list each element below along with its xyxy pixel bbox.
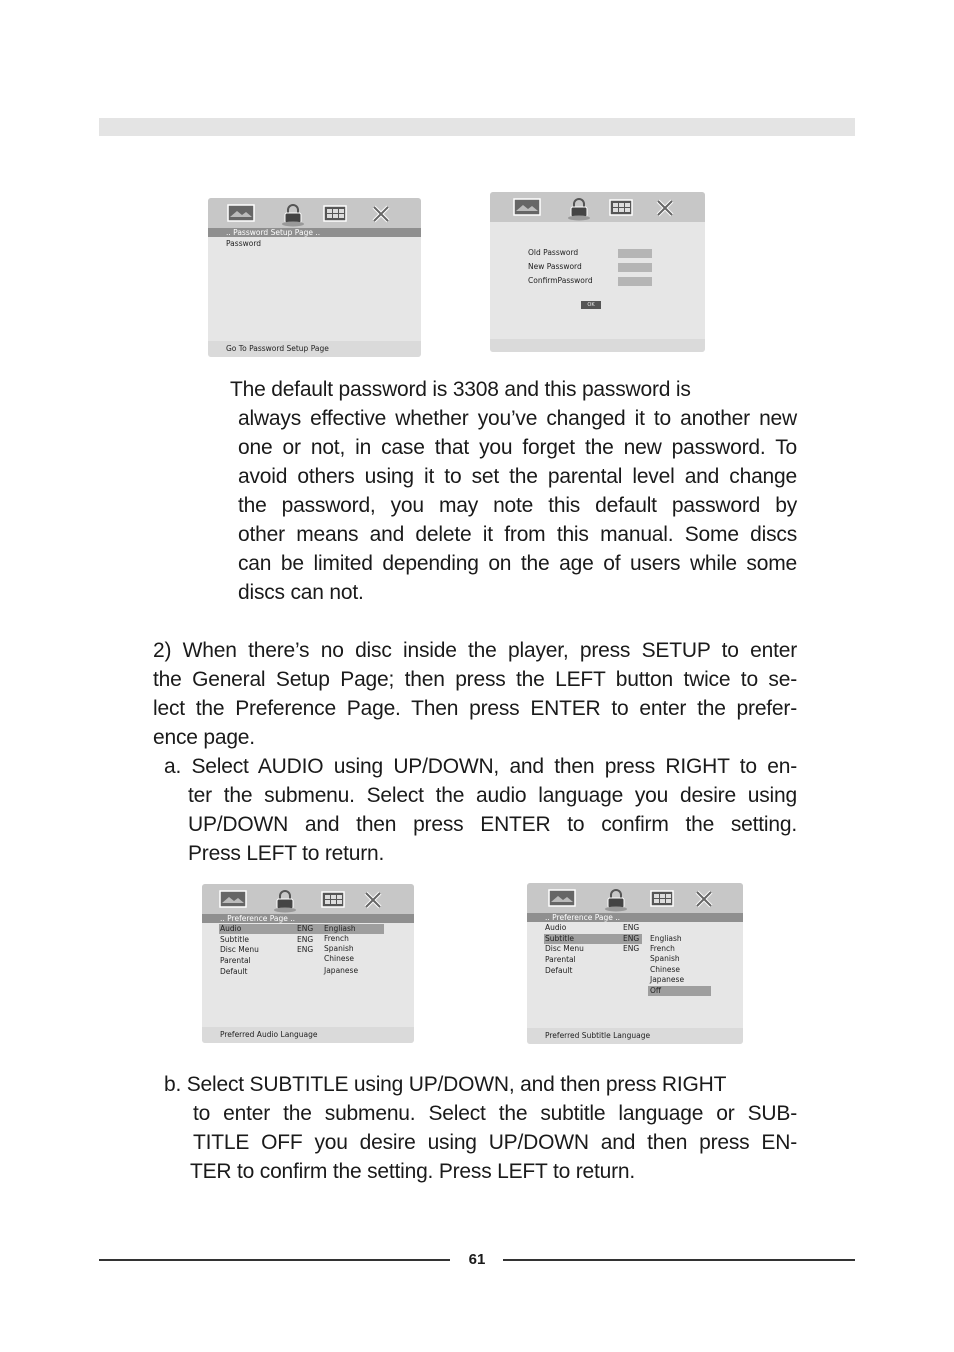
osd-menu-item-password: Password [226,239,262,248]
header-band [99,118,855,136]
confirm-password-field[interactable] [618,277,652,286]
grid-icon [322,203,348,225]
osd-title: .. Password Setup Page .. [208,228,421,237]
note-line-3: one or not, in case that you forget the new password. To [238,436,797,459]
osd-icon-bar [202,884,414,914]
preference-audio-screen [202,884,414,1043]
menu-row-parental[interactable]: Parental [545,955,576,964]
menu-row-subtitle[interactable]: Subtitle [220,935,249,944]
option-french[interactable]: French [324,934,349,943]
picture-icon [218,889,248,911]
grid-icon [320,889,346,911]
note-line-8: discs can not. [238,581,364,604]
password-change-screen [490,192,705,352]
menu-row-default[interactable]: Default [220,967,248,976]
osd-title: .. Preference Page .. [202,914,414,923]
step-b-line-2: to enter the submenu. Select the subtitle language or SUB- [193,1102,797,1125]
step2-line-1: 2) When there’s no disc inside the player, press SETUP to enter [153,639,797,662]
value-audio: ENG [623,923,640,932]
value-subtitle: ENG [623,934,640,943]
picture-icon [512,197,542,219]
option-english[interactable]: Engliash [324,924,356,933]
step-b-paragraph [164,1070,797,1186]
lock-icon [603,888,629,912]
confirm-password-label: ConfirmPassword [528,276,593,285]
menu-row-audio[interactable]: Audio [220,924,242,933]
option-french[interactable]: French [650,944,675,953]
step-b-line-4: TER to confirm the setting. Press LEFT to return. [190,1160,635,1183]
option-spanish[interactable]: Spanish [324,944,354,953]
osd-icon-bar [527,883,743,913]
preference-subtitle-screen [527,883,743,1044]
option-english[interactable]: Engliash [650,934,682,943]
ok-button[interactable]: OK [581,301,601,309]
lock-icon [272,889,298,913]
menu-row-subtitle[interactable]: Subtitle [545,934,574,943]
osd-icon-bar [490,192,705,222]
new-password-field[interactable] [618,263,652,272]
osd-footer: Go To Password Setup Page [208,341,421,357]
close-icon [370,203,392,225]
new-password-label: New Password [528,262,582,271]
old-password-field[interactable] [618,249,652,258]
lock-icon [280,203,306,227]
footer-rule-right [503,1259,855,1261]
osd-footer: Preferred Audio Language [202,1027,414,1043]
option-japanese[interactable]: Japanese [324,966,359,975]
step-b-line-1: b. Select SUBTITLE using UP/DOWN, and then press RIGHT [164,1073,727,1096]
lock-icon [566,197,592,221]
old-password-label: Old Password [528,248,579,257]
note-line-2: always effective whether you’ve changed it to another new [238,407,797,430]
step2-line-3: lect the Preference Page. Then press ENTER to enter the prefer- [153,697,797,720]
note-line-4: avoid others using it to set the parental level and change [238,465,797,488]
menu-row-disc-menu[interactable]: Disc Menu [545,944,584,953]
step2-line-2: the General Setup Page; then press the LEFT button twice to se- [153,668,797,691]
grid-icon [649,888,675,910]
option-off[interactable]: Off [650,986,662,995]
note-line-5: the password, you may note this default password by [238,494,797,517]
step-a-line-4: Press LEFT to return. [188,842,385,865]
value-disc-menu: ENG [297,945,314,954]
value-audio: ENG [297,924,314,933]
password-setup-screen [208,198,421,357]
osd-icon-bar [208,198,421,228]
option-chinese[interactable]: Chinese [324,954,354,963]
note-line-7: can be limited depending on the age of users while some [238,552,797,575]
value-disc-menu: ENG [623,944,640,953]
option-spanish[interactable]: Spanish [650,954,680,963]
step-a-line-1: a. Select AUDIO using UP/DOWN, and then press RIGHT to en- [164,755,797,778]
option-japanese[interactable]: Japanese [650,975,685,984]
close-icon [693,888,715,910]
step-2-paragraph [153,636,797,752]
picture-icon [547,888,577,910]
picture-icon [226,203,256,225]
page-number: 61 [468,1251,486,1268]
password-note [230,375,797,607]
step2-line-4: ence page. [153,726,255,749]
note-line-6: other means and delete it from this manual. Some discs [238,523,797,546]
menu-row-parental[interactable]: Parental [220,956,251,965]
step-a-paragraph [164,752,797,868]
osd-title: .. Preference Page .. [527,913,743,922]
osd-footer: Preferred Subtitle Language [527,1028,743,1044]
note-line-1: The default password is 3308 and this password is [230,378,691,401]
option-chinese[interactable]: Chinese [650,965,680,974]
menu-row-default[interactable]: Default [545,966,573,975]
menu-row-audio[interactable]: Audio [545,923,567,932]
step-a-line-3: UP/DOWN and then press ENTER to confirm the setting. [188,813,797,836]
close-icon [654,197,676,219]
close-icon [362,889,384,911]
grid-icon [608,197,634,219]
osd-footer [490,339,705,352]
value-subtitle: ENG [297,935,314,944]
step-a-line-2: ter the submenu. Select the audio language you desire using [188,784,797,807]
footer-rule-left [99,1259,450,1261]
menu-row-disc-menu[interactable]: Disc Menu [220,945,259,954]
step-b-line-3: TITLE OFF you desire using UP/DOWN and then press EN- [193,1131,797,1154]
